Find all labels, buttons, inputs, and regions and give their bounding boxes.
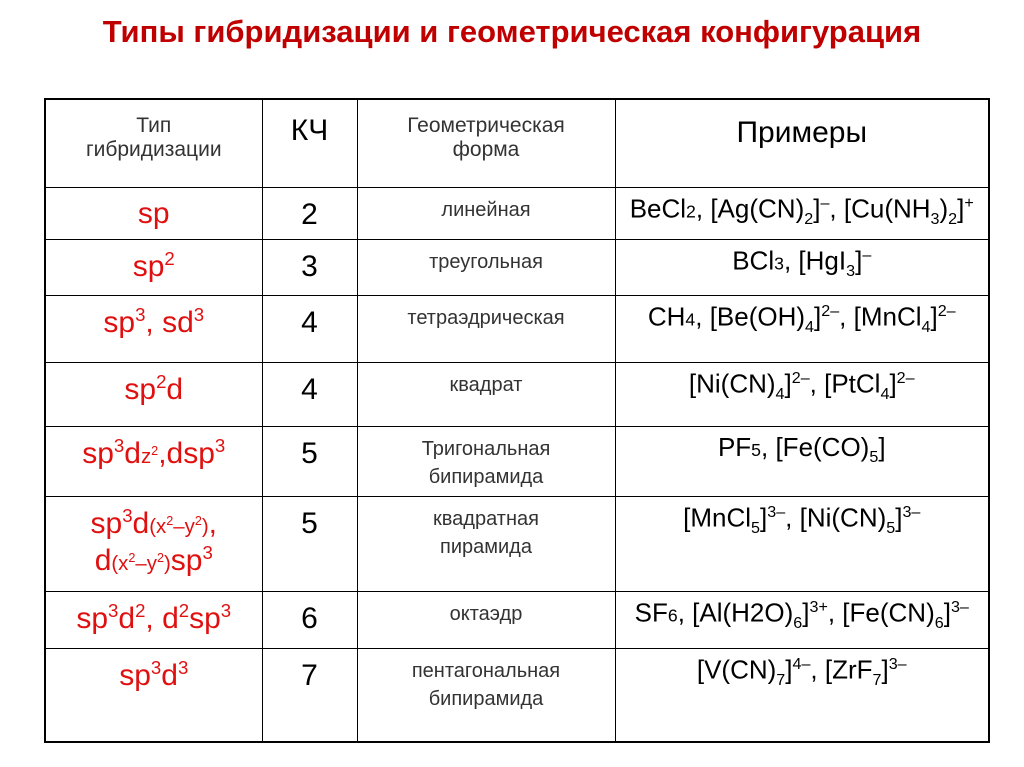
table-header-row bbox=[45, 99, 989, 187]
table-row bbox=[45, 426, 989, 496]
cell-type: $sp^3$, $sd^3$ bbox=[45, 295, 262, 362]
table-row bbox=[45, 362, 989, 426]
cell-shape: треугольная bbox=[357, 239, 615, 295]
cell-type: $sp^3dz^2,dsp^3$ bbox=[45, 426, 262, 496]
table-row bbox=[45, 648, 989, 742]
header-shape-line1: Геометрическая bbox=[407, 114, 565, 137]
cell-type: $sp^3d^3$ bbox=[45, 648, 262, 742]
cell-kc: 5 bbox=[262, 426, 357, 496]
table-row bbox=[45, 496, 989, 591]
cell-shape: Тригональная бипирамида bbox=[357, 426, 615, 496]
table-row bbox=[45, 591, 989, 648]
table-row bbox=[45, 239, 989, 295]
cell-kc: 4 bbox=[262, 295, 357, 362]
cell-shape: октаэдр bbox=[357, 591, 615, 648]
cell-kc: 4 bbox=[262, 362, 357, 426]
cell-type: $sp^2$ bbox=[45, 239, 262, 295]
cell-shape: пентагональная бипирамида bbox=[357, 648, 615, 742]
table-row bbox=[45, 187, 989, 239]
cell-examples: $[Ni(CN)_4]^{2-}$, [PtCl$_4$]$^{2-}$ bbox=[615, 362, 989, 426]
cell-examples: SF6, $[Al(H2O)_6]^{3+}$, $[Fe(CN)_6]^{3-}$ bbox=[615, 591, 989, 648]
header-kc: КЧ bbox=[262, 99, 357, 187]
cell-examples: BeCl2, $[Ag(CN)_2]^-$, $[Cu(NH_3)_2]^+$ bbox=[615, 187, 989, 239]
header-type-line2: гибридизации bbox=[85, 138, 222, 162]
cell-kc: 2 bbox=[262, 187, 357, 239]
header-type bbox=[45, 99, 262, 187]
cell-shape: квадратная пирамида bbox=[357, 496, 615, 591]
cell-examples: BCl3, [HgI$_3$]– bbox=[615, 239, 989, 295]
cell-examples: PF5, $[Fe(CO)_5]$ bbox=[615, 426, 989, 496]
cell-type: sp bbox=[45, 187, 262, 239]
header-examples: Примеры bbox=[615, 99, 989, 187]
header-type-line1: Тип bbox=[136, 114, 172, 137]
page-title: Типы гибридизации и геометрическая конфигурация bbox=[102, 14, 922, 49]
cell-type: $sp^3d^2$, $d^2sp^3$ bbox=[45, 591, 262, 648]
cell-shape: квадрат bbox=[357, 362, 615, 426]
table-row bbox=[45, 295, 989, 362]
header-shape bbox=[357, 99, 615, 187]
cell-kc: 7 bbox=[262, 648, 357, 742]
hybridization-table bbox=[44, 98, 990, 743]
cell-kc: 3 bbox=[262, 239, 357, 295]
cell-shape: линейная bbox=[357, 187, 615, 239]
header-shape-line2: форма bbox=[452, 138, 520, 162]
cell-examples: $[V(CN)_7]^{4-}$, $[ZrF_7]^{3-}$ bbox=[615, 648, 989, 742]
cell-shape: тетраэдрическая bbox=[357, 295, 615, 362]
cell-type: $sp^2d$ bbox=[45, 362, 262, 426]
cell-examples: CH4, $[Be(OH)_4]^{2-}$, [MnCl$_4$]$^{2-}$ bbox=[615, 295, 989, 362]
cell-examples: [MnCl$_5$]$^{3-}$, $[Ni(CN)_5]^{3-}$ bbox=[615, 496, 989, 591]
cell-kc: 5 bbox=[262, 496, 357, 591]
cell-type: $sp^3d(x^2-y^2)$, $d(x^2-y^2)sp^3$ bbox=[45, 496, 262, 591]
cell-kc: 6 bbox=[262, 591, 357, 648]
